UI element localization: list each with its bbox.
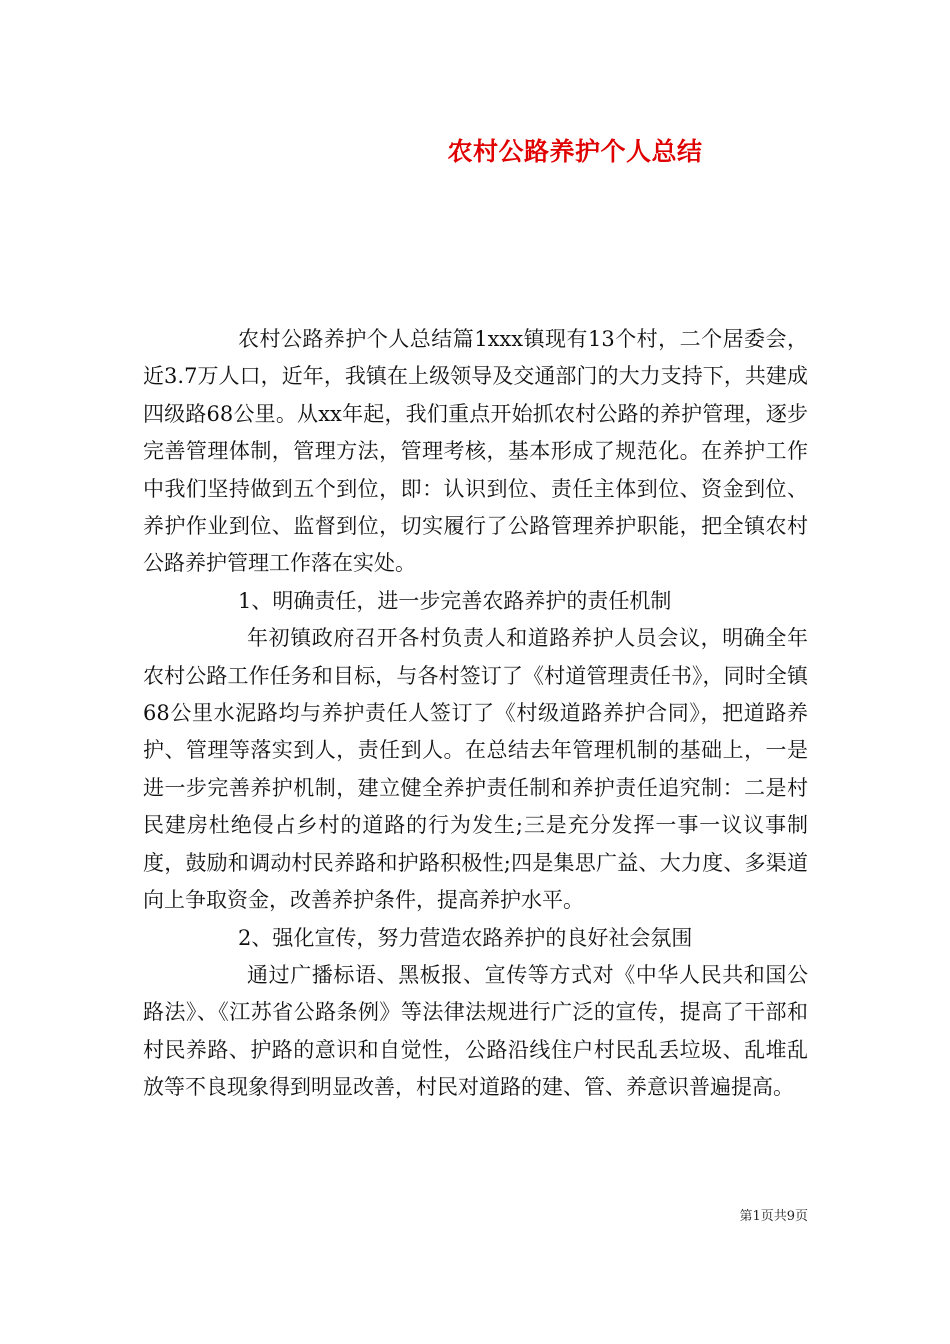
paragraph-section-1: 年初镇政府召开各村负责人和道路养护人员会议，明确全年农村公路工作任务和目标，与各村签订了《村道管理责任书》，同时全镇68公里水泥路均与养护责任人签订了《村级道路养护合同》，把道路养护、管理等落实到人，责任到人。在总结去年管理机制的基础上，一是进一步完善养护机制，建立健全养护责任制和养护责任追究制：二是村民建房杜绝侵占乡村的道路的行为发生;三是充分发挥一事一议议事制度，鼓励和调动村民养路和护路积极性;四是集思广益、大力度、多渠道向上争取资金，改善养护条件，提高养护水平。 xyxy=(143,626,808,913)
section-heading-1: 1、明确责任，进一步完善农路养护的责任机制 xyxy=(238,588,672,613)
section-heading-2: 2、强化宣传，努力营造农路养护的良好社会氛围 xyxy=(238,925,693,950)
paragraph-intro: 农村公路养护个人总结篇1xxx镇现有13个村，二个居委会，近3.7万人口，近年，我镇在上级领导及交通部门的大力支持下，共建成四级路68公里。从xx年起，我们重点开始抓农村公路的养护管理，逐步完善管理体制，管理方法，管理考核，基本形成了规范化。在养护工作中我们坚持做到五个到位，即：认识到位、责任主体到位、资金到位、养护作业到位、监督到位，切实履行了公路管理养护职能，把全镇农村公路养护管理工作落在实处。 xyxy=(143,327,808,576)
document-body xyxy=(143,321,808,1107)
document-title: 农村公路养护个人总结 xyxy=(447,137,703,166)
page-number: 第1页共9页 xyxy=(739,1209,808,1224)
paragraph-section-2: 通过广播标语、黑板报、宣传等方式对《中华人民共和国公路法》、《江苏省公路条例》等法律法规进行广泛的宣传，提高了干部和村民养路、护路的意识和自觉性，公路沿线住户村民乱丢垃圾、乱堆乱放等不良现象得到明显改善，村民对道路的建、管、养意识普遍提高。 xyxy=(143,962,808,1100)
